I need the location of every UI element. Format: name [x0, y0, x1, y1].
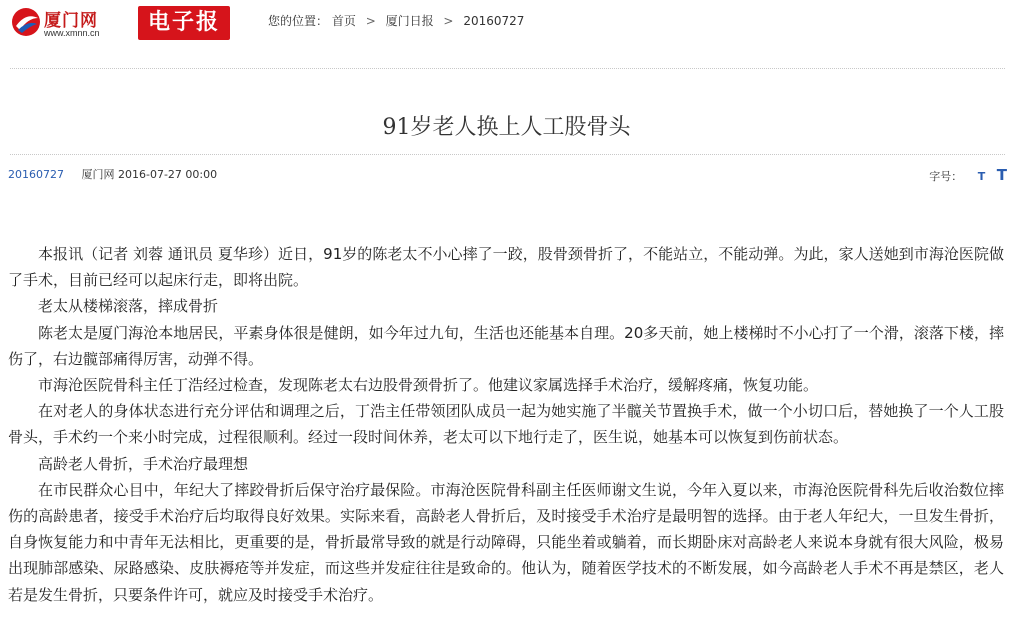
site-name: 厦门网 [44, 11, 98, 31]
source-and-time: 厦门网 2016-07-27 00:00 [81, 168, 218, 181]
breadcrumb-prefix: 您的位置： [268, 14, 329, 28]
title-divider [10, 154, 1005, 155]
article-subheading: 老太从楼梯滚落，摔成骨折 [38, 297, 219, 316]
article-subheading: 高龄老人骨折，手术治疗最理想 [38, 454, 249, 473]
breadcrumb-separator: > [443, 14, 454, 28]
page-header [0, 0, 1013, 46]
header-divider [10, 68, 1005, 69]
article-title: 91岁老人换上人工股骨头 [382, 115, 631, 140]
article-paragraph: 市海沧医院骨科主任丁浩经过检查，发现陈老太右边股骨颈骨折了。他建议家属选择手术治疗，缓解疼痛，恢复功能。 [38, 376, 819, 395]
article-paragraph: 在市民群众心目中，年纪大了摔跤骨折后保守治疗最保险。市海沧医院骨科副主任医师谢文生说，今年入夏以来，市海沧医院骨科先后收治数位摔伤的高龄患者，接受手术治疗后均取得良好效果。实际来看，高龄老人骨折后，及时接受手术治疗是最明智的选择。由于老人年纪大，一旦发生骨折，自身恢复能力和中青年无法相比，更重要的是，骨折最常导致的就是行动障碍，只能坐着或躺着，而长期卧床对高龄老人来说本身就有很大风险，极易出现肺部感染、尿路感染、皮肤褥疮等并发症，而这些并发症往往是致命的。他认为，随着医学技术的不断发展，如今高龄老人手术不再是禁区，老人若是发生骨折，只要条件许可，就应及时接受手术治疗。 [8, 480, 1004, 604]
issue-date-link[interactable]: 20160727 [8, 168, 64, 181]
article-paragraph: 在对老人的身体状态进行充分评估和调理之后，丁浩主任带领团队成员一起为她实施了半髋关节置换手术，做一个小切口后，替她换了一个人工股骨头，手术约一个来小时完成，过程很顺利。经过一段时间休养，老太可以下地行走了，医生说，她基本可以恢复到伤前状态。 [8, 402, 1004, 447]
article-paragraph: 陈老太是厦门海沧本地居民，平素身体很是健朗，如今年过九旬，生活也还能基本自理。20多天前，她上楼梯时不小心打了一个滑，滚落下楼，摔伤了，右边髋部痛得厉害，动弹不得。 [8, 323, 1004, 368]
xmnn-logo-icon [10, 6, 42, 38]
breadcrumb-separator: > [365, 14, 376, 28]
font-small-button[interactable]: T [977, 170, 986, 183]
font-size-control [929, 166, 1007, 184]
article-body [8, 241, 1004, 608]
breadcrumb-date-link[interactable]: 20160727 [463, 14, 525, 28]
epaper-badge: 电子报 [138, 6, 230, 40]
breadcrumb-home-link[interactable]: 首页 [331, 14, 356, 28]
site-logo[interactable] [6, 4, 228, 42]
site-domain: www.xmnn.cn [44, 28, 100, 38]
font-size-label: 字号： [929, 170, 963, 183]
article-meta [8, 166, 217, 182]
breadcrumb-newspaper-link[interactable]: 厦门日报 [385, 14, 434, 28]
breadcrumb [268, 12, 524, 29]
font-large-button[interactable]: T [996, 166, 1007, 184]
article-paragraph: 本报讯（记者 刘蓉 通讯员 夏华珍）近日，91岁的陈老太不小心摔了一跤，股骨颈骨折了，不能站立，不能动弹。为此，家人送她到市海沧医院做了手术，目前已经可以起床行走，即将出院。 [8, 245, 1004, 290]
